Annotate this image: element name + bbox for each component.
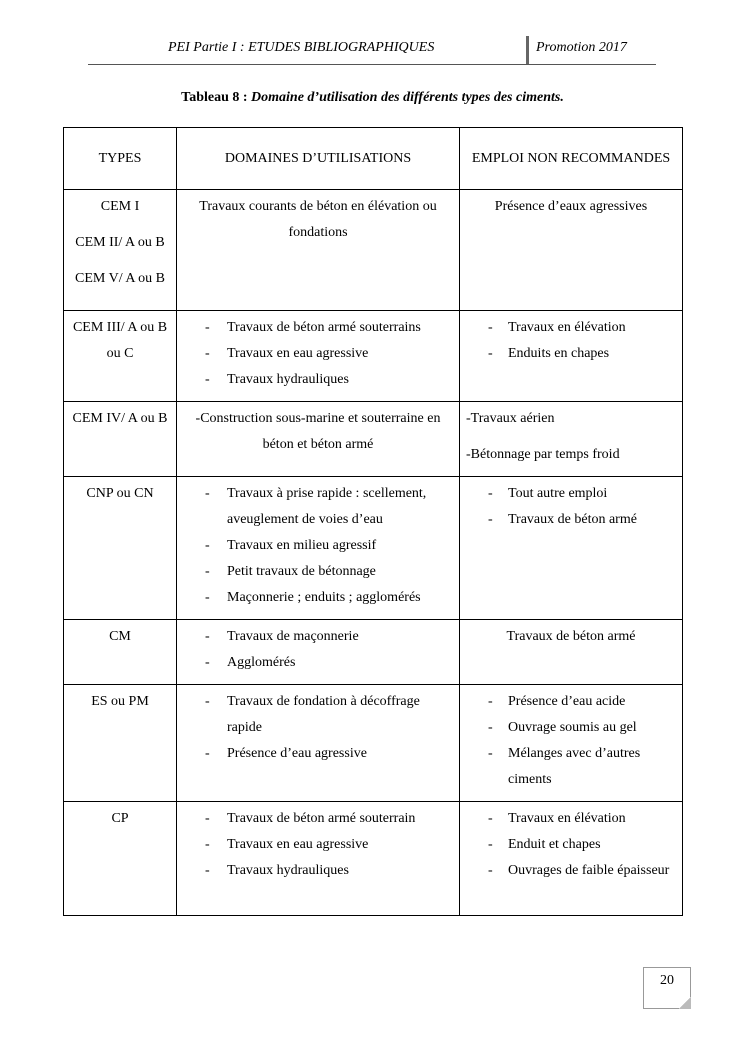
type-label: CEM IV/ A ou B xyxy=(72,411,168,426)
type-label: CEM V/ A ou B xyxy=(75,271,165,286)
table-row xyxy=(64,477,683,620)
header-emploi xyxy=(460,128,683,190)
emploi-item: - Travaux en élévation xyxy=(466,315,676,341)
cell-emploi xyxy=(460,402,683,477)
table-header-row xyxy=(64,128,683,190)
cell-emploi xyxy=(460,620,683,685)
domaine-item: - Travaux en milieu agressif xyxy=(183,533,453,559)
emploi-text: Présence d’eaux agressives xyxy=(494,199,648,214)
cell-emploi xyxy=(460,802,683,916)
header-title: PEI Partie I : ETUDES BIBLIOGRAPHIQUES xyxy=(168,40,435,55)
emploi-item: - Mélanges avec d’autres ciments xyxy=(466,741,676,793)
cell-domaines xyxy=(177,477,460,620)
domaine-item: - Travaux hydrauliques xyxy=(183,367,453,393)
type-label: CEM II/ A ou B xyxy=(75,235,165,250)
type-label: ES ou PM xyxy=(91,694,149,709)
table-caption xyxy=(0,90,745,106)
emploi-item: - Présence d’eau acide xyxy=(466,689,676,715)
page-number-text: 20 xyxy=(660,973,674,988)
cement-usage-table xyxy=(63,127,683,916)
type-label: CEM III/ A ou B ou C xyxy=(72,320,168,361)
header-types: TYPES xyxy=(64,128,177,190)
emploi-text: -Bétonnage par temps froid xyxy=(466,447,620,462)
emploi-item: - Ouvrage soumis au gel xyxy=(466,715,676,741)
header-emploi-text: EMPLOI NON RECOMMANDES xyxy=(471,150,671,166)
header-separator xyxy=(526,36,529,64)
cell-domaines xyxy=(177,685,460,802)
cell-emploi xyxy=(460,190,683,311)
table-row xyxy=(64,802,683,916)
domaine-item: - Travaux de fondation à décoffrage rapide xyxy=(183,689,453,741)
emploi-text: -Travaux aérien xyxy=(466,411,555,426)
caption-prefix: Tableau 8 : xyxy=(181,90,252,105)
type-label: CEM I xyxy=(100,199,140,214)
cell-domaines xyxy=(177,402,460,477)
table-row xyxy=(64,620,683,685)
domaine-item: - Travaux hydrauliques xyxy=(183,858,453,884)
header-domaines: DOMAINES D’UTILISATIONS xyxy=(177,128,460,190)
cell-domaines xyxy=(177,802,460,916)
domaine-item: - Agglomérés xyxy=(183,650,453,676)
domaine-item: - Travaux en eau agressive xyxy=(183,832,453,858)
cell-types xyxy=(64,685,177,802)
domaine-item: - Travaux à prise rapide : scellement, aveuglement de voies d’eau xyxy=(183,481,453,533)
cell-emploi xyxy=(460,477,683,620)
domaine-item: - Travaux de maçonnerie xyxy=(183,624,453,650)
cell-types xyxy=(64,311,177,402)
emploi-item: - Enduits en chapes xyxy=(466,341,676,367)
table-row xyxy=(64,190,683,311)
domaine-item: - Travaux de béton armé souterrain xyxy=(183,806,453,832)
table-row xyxy=(64,402,683,477)
domaine-item: - Travaux en eau agressive xyxy=(183,341,453,367)
type-label: CP xyxy=(111,811,129,826)
cell-emploi xyxy=(460,685,683,802)
domaine-text: Travaux courants de béton en élévation ou fondations xyxy=(199,199,437,240)
cell-domaines xyxy=(177,311,460,402)
emploi-item: - Enduit et chapes xyxy=(466,832,676,858)
cell-types xyxy=(64,620,177,685)
emploi-text: Travaux de béton armé xyxy=(506,629,636,644)
header-promotion: Promotion 2017 xyxy=(536,40,627,55)
cell-types xyxy=(64,802,177,916)
caption-title: Domaine d’utilisation des différents types des ciments. xyxy=(251,90,564,105)
cell-emploi xyxy=(460,311,683,402)
type-label: CNP ou CN xyxy=(86,486,154,501)
type-label: CM xyxy=(109,629,131,644)
table-row xyxy=(64,311,683,402)
page-number xyxy=(643,967,691,1009)
cell-types xyxy=(64,190,177,311)
cell-types xyxy=(64,477,177,620)
cell-types xyxy=(64,402,177,477)
domaine-item: - Petit travaux de bétonnage xyxy=(183,559,453,585)
emploi-item: - Ouvrages de faible épaisseur xyxy=(466,858,676,884)
cell-domaines xyxy=(177,620,460,685)
emploi-item: - Travaux de béton armé xyxy=(466,507,676,533)
domaine-text: -Construction sous-marine et souterraine en béton et béton armé xyxy=(195,411,441,452)
domaine-item: - Maçonnerie ; enduits ; agglomérés xyxy=(183,585,453,611)
emploi-item: - Tout autre emploi xyxy=(466,481,676,507)
cell-domaines xyxy=(177,190,460,311)
emploi-item: - Travaux en élévation xyxy=(466,806,676,832)
page-header xyxy=(88,36,656,65)
table-row xyxy=(64,685,683,802)
domaine-item: - Travaux de béton armé souterrains xyxy=(183,315,453,341)
domaine-item: - Présence d’eau agressive xyxy=(183,741,453,767)
